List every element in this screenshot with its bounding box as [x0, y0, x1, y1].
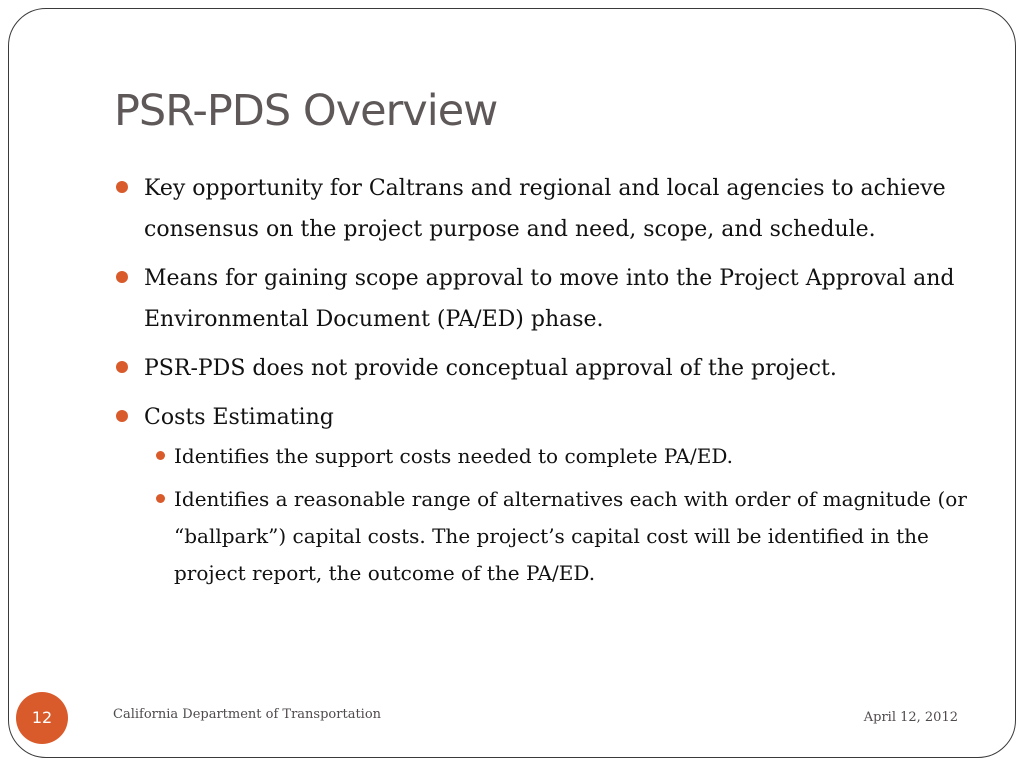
bullet-dot-icon	[116, 410, 128, 422]
bullet-dot-icon	[116, 271, 128, 283]
bullet-item	[112, 397, 972, 592]
bullet-text: Key opportunity for Caltrans and regional and local agencies to achieve consensus on the project purpose and need, scope, and schedule.	[144, 176, 946, 242]
slide-content	[112, 168, 972, 600]
slide-title: PSR-PDS Overview	[114, 86, 498, 136]
sub-bullet-text: Identifies a reasonable range of alternatives each with order of magnitude (or “ballpark”) capital costs. The project’s capital cost will be identified in the project report, the outcome of the PA/ED.	[174, 487, 967, 585]
slide-number-badge: 12	[16, 692, 68, 744]
sub-bullet-text: Identifies the support costs needed to complete PA/ED.	[174, 444, 734, 468]
bullet-text: Costs Estimating	[144, 405, 334, 430]
footer-organization: California Department of Transportation	[113, 707, 382, 722]
sub-bullet-dot-icon	[156, 451, 165, 460]
footer-date: April 12, 2012	[863, 710, 958, 725]
sub-bullet-item	[144, 438, 972, 475]
bullet-dot-icon	[116, 181, 128, 193]
bullet-text: Means for gaining scope approval to move into the Project Approval and Environmental Document (PA/ED) phase.	[144, 266, 955, 332]
bullet-item	[112, 258, 972, 340]
sub-bullet-list	[144, 438, 972, 592]
bullet-dot-icon	[116, 361, 128, 373]
bullet-list	[112, 168, 972, 592]
bullet-text: PSR-PDS does not provide conceptual approval of the project.	[144, 356, 837, 381]
bullet-item	[112, 168, 972, 250]
sub-bullet-dot-icon	[156, 494, 165, 503]
bullet-item	[112, 348, 972, 389]
sub-bullet-item	[144, 481, 972, 592]
